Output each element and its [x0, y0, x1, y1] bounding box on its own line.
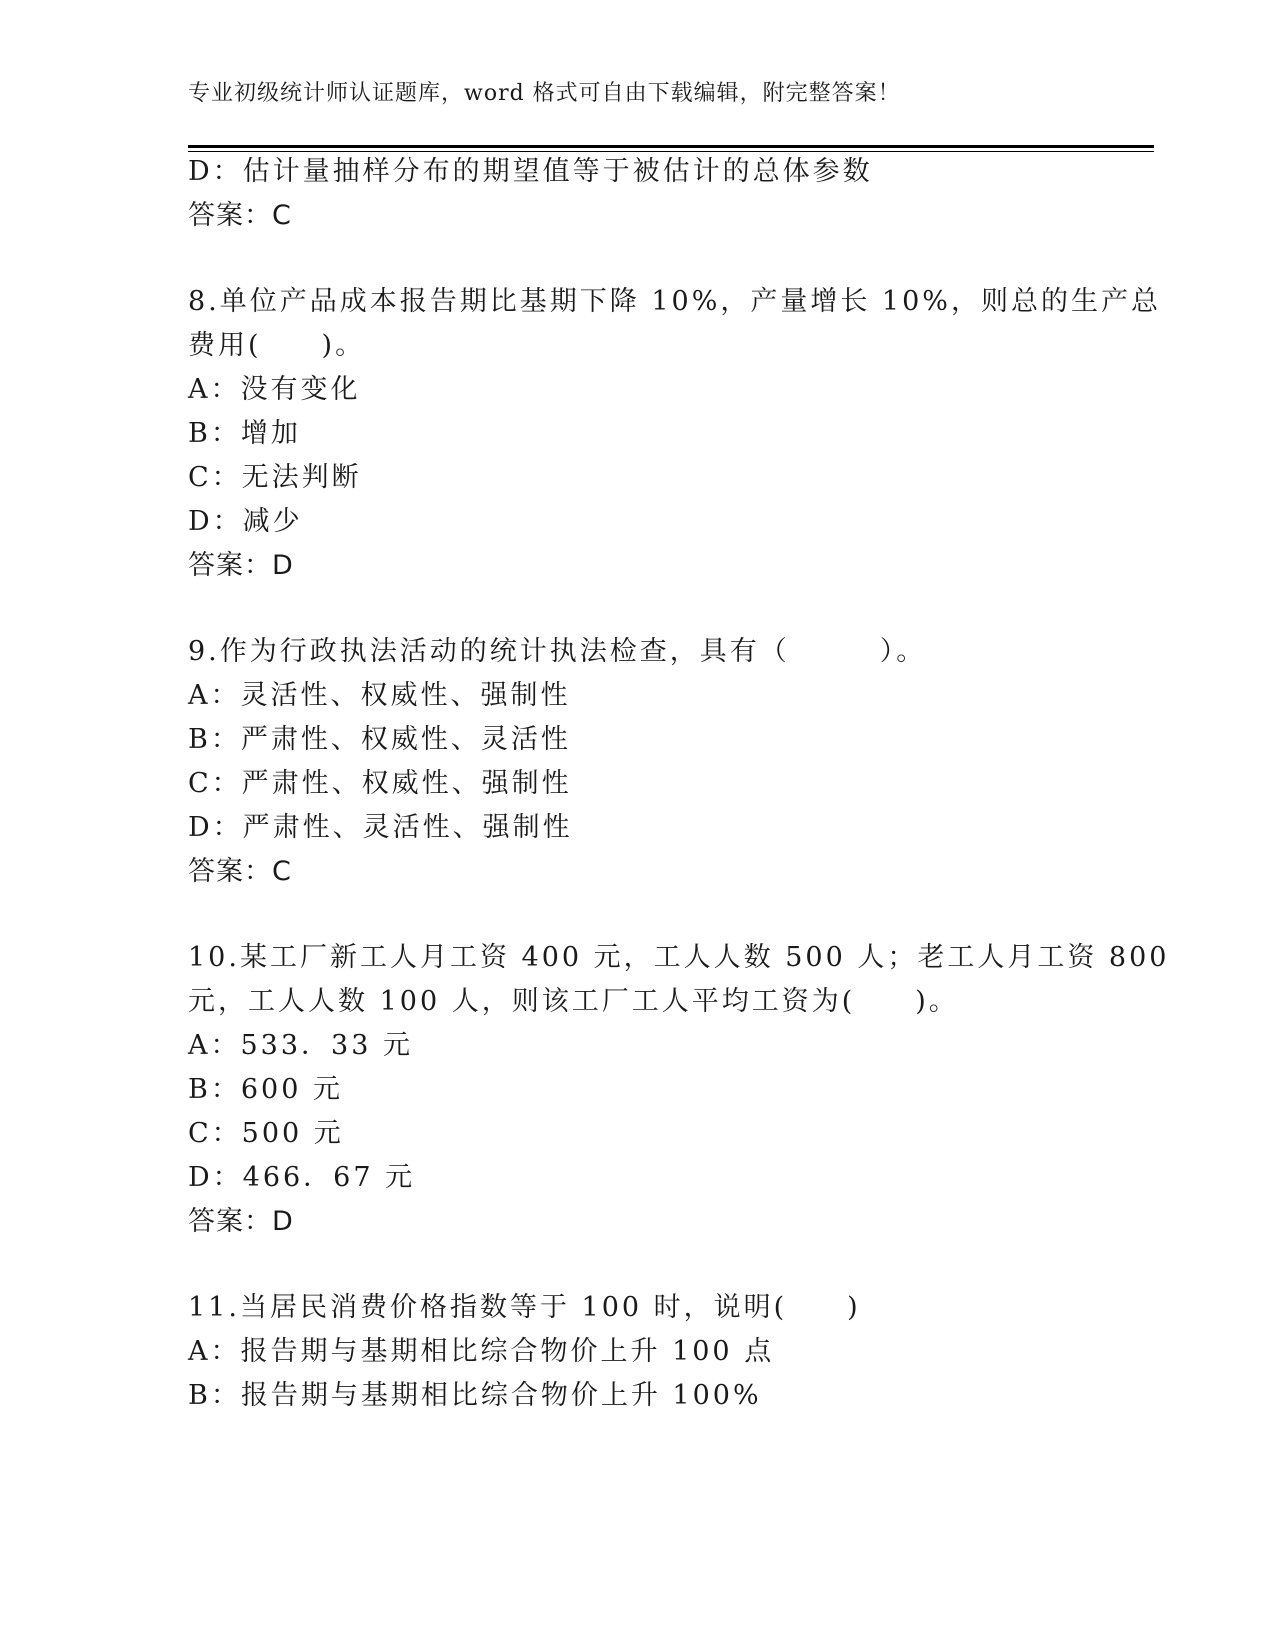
- question-11-stem: 11.当居民消费价格指数等于 100 时，说明( ): [188, 1292, 861, 1323]
- question-11-option-b: B：报告期与基期相比综合物价上升 100%: [188, 1380, 762, 1411]
- question-9-answer: 答案：C: [188, 856, 292, 887]
- question-10-option-b: B：600 元: [188, 1074, 343, 1105]
- header-divider-thin: [188, 151, 1154, 152]
- header-divider-thick: [188, 145, 1154, 148]
- page-header: 专业初级统计师认证题库，word 格式可自由下载编辑，附完整答案！: [188, 81, 901, 106]
- question-10-option-d: D：466．67 元: [188, 1162, 416, 1193]
- question-10-stem-cont: 元，工人人数 100 人，则该工厂工人平均工资为( )。: [188, 986, 959, 1017]
- question-10-answer: 答案：D: [188, 1206, 294, 1237]
- question-8-option-d: D：减少: [188, 506, 303, 537]
- question-8-answer: 答案：D: [188, 550, 294, 581]
- question-9-option-d: D：严肃性、灵活性、强制性: [188, 812, 573, 843]
- question-10-option-c: C：500 元: [188, 1118, 344, 1149]
- question-8-option-b: B：增加: [188, 418, 301, 449]
- question-9-stem: 9.作为行政执法活动的统计执法检查，具有（ ）。: [188, 636, 927, 667]
- question-8-option-a: A：没有变化: [188, 374, 361, 405]
- answer: 答案：C: [188, 200, 292, 231]
- question-11-option-a: A：报告期与基期相比综合物价上升 100 点: [188, 1336, 775, 1367]
- question-10-stem: 10.某工厂新工人月工资 400 元，工人人数 500 人；老工人月工资 800: [188, 942, 1170, 973]
- question-8-stem-cont: 费用( )。: [188, 330, 366, 361]
- question-9-option-b: B：严肃性、权威性、灵活性: [188, 724, 571, 755]
- question-8-stem: 8.单位产品成本报告期比基期下降 10%，产量增长 10%，则总的生产总: [188, 286, 1161, 317]
- option-d: D：估计量抽样分布的期望值等于被估计的总体参数: [188, 156, 873, 187]
- question-10-option-a: A：533．33 元: [188, 1030, 413, 1061]
- question-8-option-c: C：无法判断: [188, 462, 362, 493]
- question-9-option-c: C：严肃性、权威性、强制性: [188, 768, 572, 799]
- question-9-option-a: A：灵活性、权威性、强制性: [188, 680, 571, 711]
